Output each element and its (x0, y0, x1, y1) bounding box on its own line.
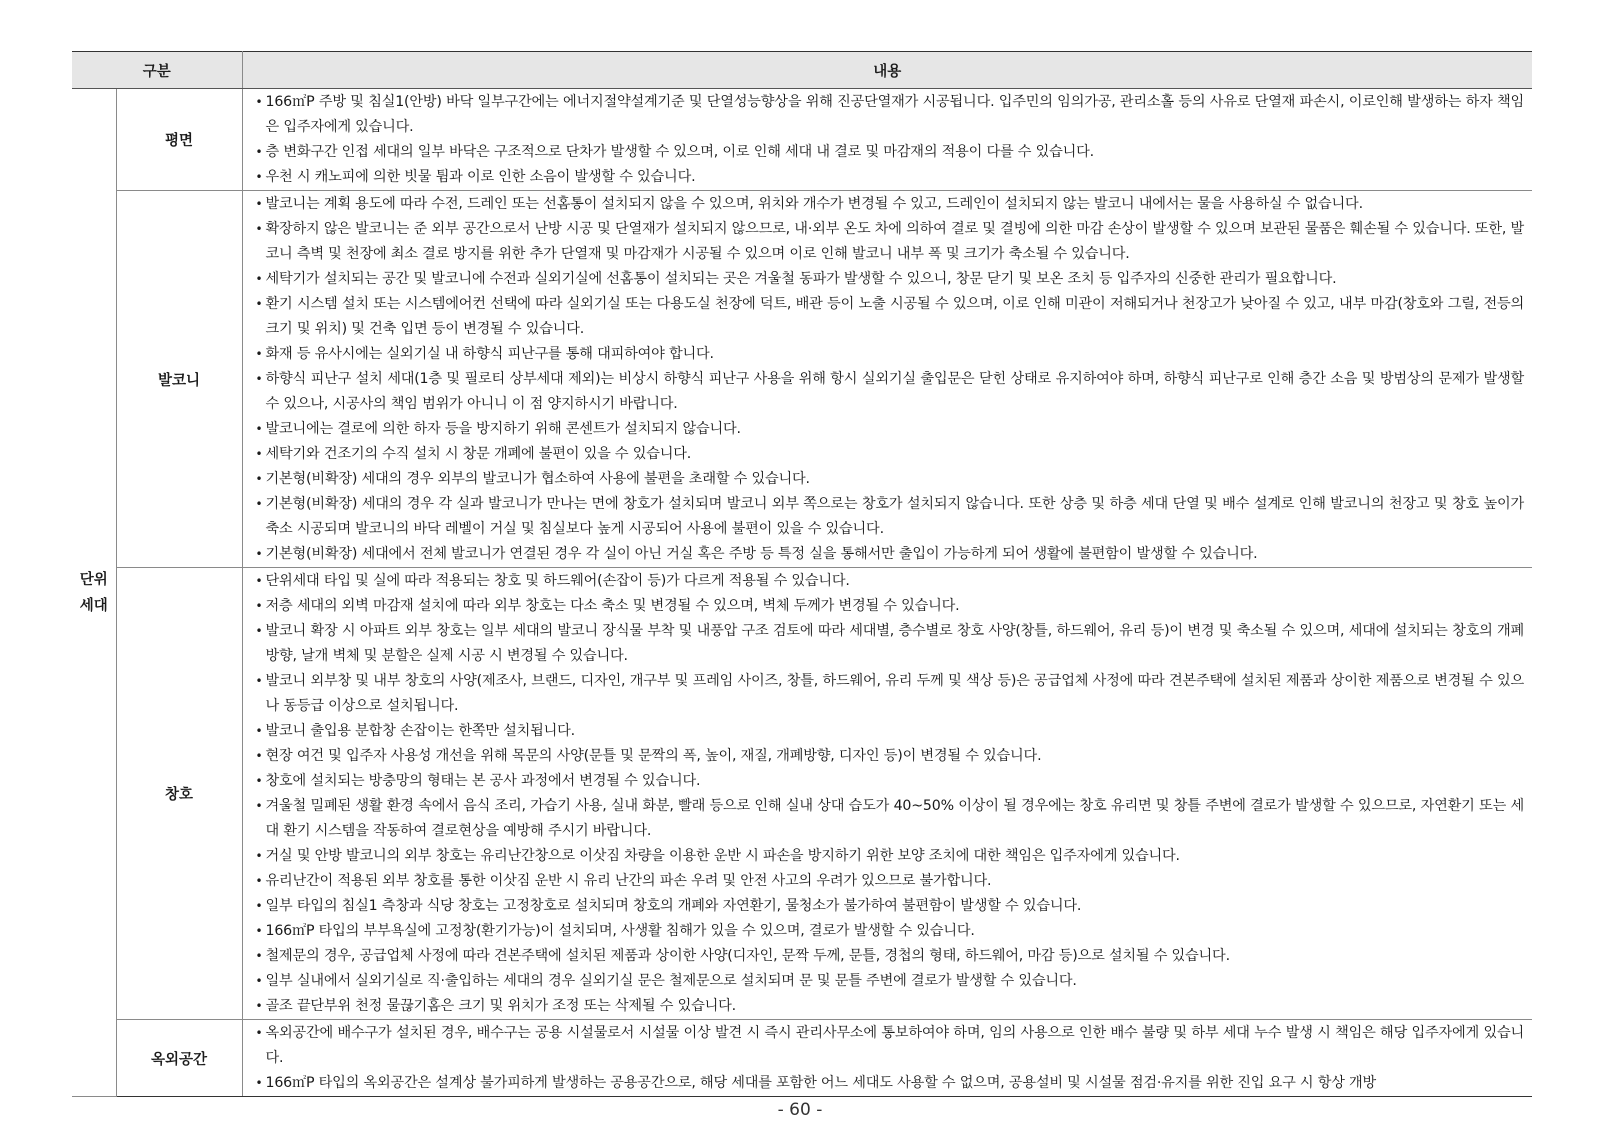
list-item: • 기본형(비확장) 세대의 경우 외부의 발코니가 협소하여 사용에 불편을 초래할 수 있습니다. (257, 467, 1525, 492)
unit-label-line: 세대 (79, 597, 108, 614)
list-item: • 거실 및 안방 발코니의 외부 창호는 유리난간창으로 이삿짐 차량을 이용한 운반 시 파손을 방지하기 위한 보양 조치에 대한 책임은 입주자에게 있습니다. (257, 844, 1525, 869)
list-item: • 세탁기와 건조기의 수직 설치 시 창문 개폐에 불편이 있을 수 있습니다. (257, 442, 1525, 467)
list-item: • 하향식 피난구 설치 세대(1층 및 필로티 상부세대 제외)는 비상시 하향식 피난구 사용을 위해 항시 실외기실 출입문은 닫힌 상태로 유지하여야 하며, 하향식 피난구로 인해 층간 소음 및 방범상의 문제가 발생할 수 있으나, 시공사의 책임 범위가 아니니 이 점 양지하시기 바랍니다. (257, 367, 1525, 417)
list-item: • 기본형(비확장) 세대에서 전체 발코니가 연결된 경우 각 실이 아닌 거실 혹은 주방 등 특정 실을 통해서만 출입이 가능하게 되어 생활에 불편함이 발생할 수 있습니다. (257, 542, 1525, 567)
list-item: • 발코니 확장 시 아파트 외부 창호는 일부 세대의 발코니 장식물 부착 및 내풍압 구조 검토에 따라 세대별, 층수별로 창호 사양(창틀, 하드웨어, 유리 등)이 변경 및 축소될 수 있으며, 세대에 설치되는 창호의 개폐 방향, 날개 벽체 및 분할은 실제 시공 시 변경될 수 있습니다. (257, 619, 1525, 669)
page-number: - 60 - (777, 1100, 823, 1120)
list-item: • 발코니에는 결로에 의한 하자 등을 방지하기 위해 콘센트가 설치되지 않습니다. (257, 417, 1525, 442)
list-item: • 층 변화구간 인접 세대의 일부 바닥은 구조적으로 단차가 발생할 수 있으며, 이로 인해 세대 내 결로 및 마감재의 적용이 다를 수 있습니다. (257, 140, 1525, 165)
list-item: • 일부 실내에서 실외기실로 직·출입하는 세대의 경우 실외기실 문은 철제문으로 설치되며 문 및 문틀 주변에 결로가 발생할 수 있습니다. (257, 969, 1525, 994)
list-item: • 우천 시 캐노피에 의한 빗물 튐과 이로 인한 소음이 발생할 수 있습니다. (257, 165, 1525, 190)
list-item: • 발코니 출입용 분합창 손잡이는 한쪽만 설치됩니다. (257, 719, 1525, 744)
table-row (72, 89, 1532, 191)
list-item: • 창호에 설치되는 방충망의 형태는 본 공사 과정에서 변경될 수 있습니다. (257, 769, 1525, 794)
list-item: • 저층 세대의 외벽 마감재 설치에 따라 외부 창호는 다소 축소 및 변경될 수 있으며, 벽체 두께가 변경될 수 있습니다. (257, 594, 1525, 619)
list-item: • 일부 타입의 침실1 측창과 식당 창호는 고정창호로 설치되며 창호의 개폐와 자연환기, 물청소가 불가하여 불편함이 발생할 수 있습니다. (257, 894, 1525, 919)
table-row (72, 191, 1532, 568)
list-item: • 현장 여건 및 입주자 사용성 개선을 위해 목문의 사양(문틀 및 문짝의 폭, 높이, 재질, 개폐방향, 디자인 등)이 변경될 수 있습니다. (257, 744, 1525, 769)
list-item: • 철제문의 경우, 공급업체 사정에 따라 견본주택에 설치된 제품과 상이한 사양(디자인, 문짝 두께, 문틀, 경첩의 형태, 하드웨어, 마감 등)으로 설치될 수 있습니다. (257, 944, 1525, 969)
category-balcony: 발코니 (116, 191, 242, 568)
list-item: • 166㎡P 타입의 옥외공간은 설계상 불가피하게 발생하는 공용공간으로, 해당 세대를 포함한 어느 세대도 사용할 수 없으며, 공용설비 및 시설물 점검·유지를 위한 진입 요구 시 항상 개방 (257, 1071, 1525, 1096)
list-item: • 겨울철 밀폐된 생활 환경 속에서 음식 조리, 가습기 사용, 실내 화분, 빨래 등으로 인해 실내 상대 습도가 40~50% 이상이 될 경우에는 창호 유리면 및 창틀 주변에 결로가 발생할 수 있으므로, 자연환기 또는 세대 환기 시스템을 작동하여 결로현상을 예방해 주시기 바랍니다. (257, 794, 1525, 844)
content-balcony (242, 191, 1532, 568)
content-outdoor-space (242, 1020, 1532, 1097)
list-item: • 화재 등 유사시에는 실외기실 내 하향식 피난구를 통해 대피하여야 합니다. (257, 342, 1525, 367)
list-item: • 단위세대 타입 및 실에 따라 적용되는 창호 및 하드웨어(손잡이 등)가 다르게 적용될 수 있습니다. (257, 569, 1525, 594)
table-row (72, 568, 1532, 1020)
list-item: • 환기 시스템 설치 또는 시스템에어컨 선택에 따라 실외기실 또는 다용도실 천장에 덕트, 배관 등이 노출 시공될 수 있으며, 이로 인해 미관이 저해되거나 천장고가 낮아질 수 있고, 내부 마감(창호와 그릴, 전등의 크기 및 위치) 및 건축 입면 등이 변경될 수 있습니다. (257, 292, 1525, 342)
category-floorplan: 평면 (116, 89, 242, 191)
category-outdoor-space: 옥외공간 (116, 1020, 242, 1097)
header-category: 구분 (72, 52, 242, 89)
list-item: • 기본형(비확장) 세대의 경우 각 실과 발코니가 만나는 면에 창호가 설치되며 발코니 외부 쪽으로는 창호가 설치되지 않습니다. 또한 상층 및 하층 세대 단열 및 배수 설계로 인해 발코니의 천장고 및 창호 높이가 축소 시공되며 발코니의 바닥 레벨이 거실 및 침실보다 높게 시공되어 사용에 불편이 있을 수 있습니다. (257, 492, 1525, 542)
list-item: • 세탁기가 설치되는 공간 및 발코니에 수전과 실외기실에 선홈통이 설치되는 곳은 겨울철 동파가 발생할 수 있으니, 창문 닫기 및 보온 조치 등 입주자의 신중한 관리가 필요합니다. (257, 267, 1525, 292)
list-item: • 발코니 외부창 및 내부 창호의 사양(제조사, 브랜드, 디자인, 개구부 및 프레임 사이즈, 창틀, 하드웨어, 유리 두께 및 색상 등)은 공급업체 사정에 따라 견본주택에 설치된 제품과 상이한 제품으로 변경될 수 있으나 동등급 이상으로 설치됩니다. (257, 669, 1525, 719)
list-item: • 확장하지 않은 발코니는 준 외부 공간으로서 난방 시공 및 단열재가 설치되지 않으므로, 내·외부 온도 차에 의하여 결로 및 결빙에 의한 마감 손상이 발생할 수 있으며 보관된 물품은 훼손될 수 있습니다. 또한, 발코니 측벽 및 천장에 최소 결로 방지를 위한 추가 단열재 및 마감재가 시공될 수 있으며 이로 인해 발코니 내부 폭 및 크기가 축소될 수 있습니다. (257, 217, 1525, 267)
list-item: • 옥외공간에 배수구가 설치된 경우, 배수구는 공용 시설물로서 시설물 이상 발견 시 즉시 관리사무소에 통보하여야 하며, 임의 사용으로 인한 배수 불량 및 하부 세대 누수 발생 시 책임은 해당 입주자에게 있습니다. (257, 1021, 1525, 1071)
list-item: • 유리난간이 적용된 외부 창호를 통한 이삿짐 운반 시 유리 난간의 파손 우려 및 안전 사고의 우려가 있으므로 불가합니다. (257, 869, 1525, 894)
unit-household-cell (72, 89, 116, 1097)
list-item: • 166㎡P 타입의 부부욕실에 고정창(환기가능)이 설치되며, 사생활 침해가 있을 수 있으며, 결로가 발생할 수 있습니다. (257, 919, 1525, 944)
content-floorplan (242, 89, 1532, 191)
list-item: • 발코니는 계획 용도에 따라 수전, 드레인 또는 선홈통이 설치되지 않을 수 있으며, 위치와 개수가 변경될 수 있고, 드레인이 설치되지 않는 발코니 내에서는 물을 사용하실 수 없습니다. (257, 192, 1525, 217)
header-content: 내용 (242, 52, 1532, 89)
notice-table (72, 51, 1532, 1097)
table-header-row (72, 52, 1532, 89)
table-row (72, 1020, 1532, 1097)
category-windows: 창호 (116, 568, 242, 1020)
list-item: • 골조 끝단부위 천정 물끊기홈은 크기 및 위치가 조정 또는 삭제될 수 있습니다. (257, 994, 1525, 1019)
content-windows (242, 568, 1532, 1020)
unit-label-line: 단위 (79, 571, 108, 588)
list-item: • 166㎡P 주방 및 침실1(안방) 바닥 일부구간에는 에너지절약설계기준 및 단열성능향상을 위해 진공단열재가 시공됩니다. 입주민의 임의가공, 관리소홀 등의 사유로 단열재 파손시, 이로인해 발생하는 하자 책임은 입주자에게 있습니다. (257, 90, 1525, 140)
